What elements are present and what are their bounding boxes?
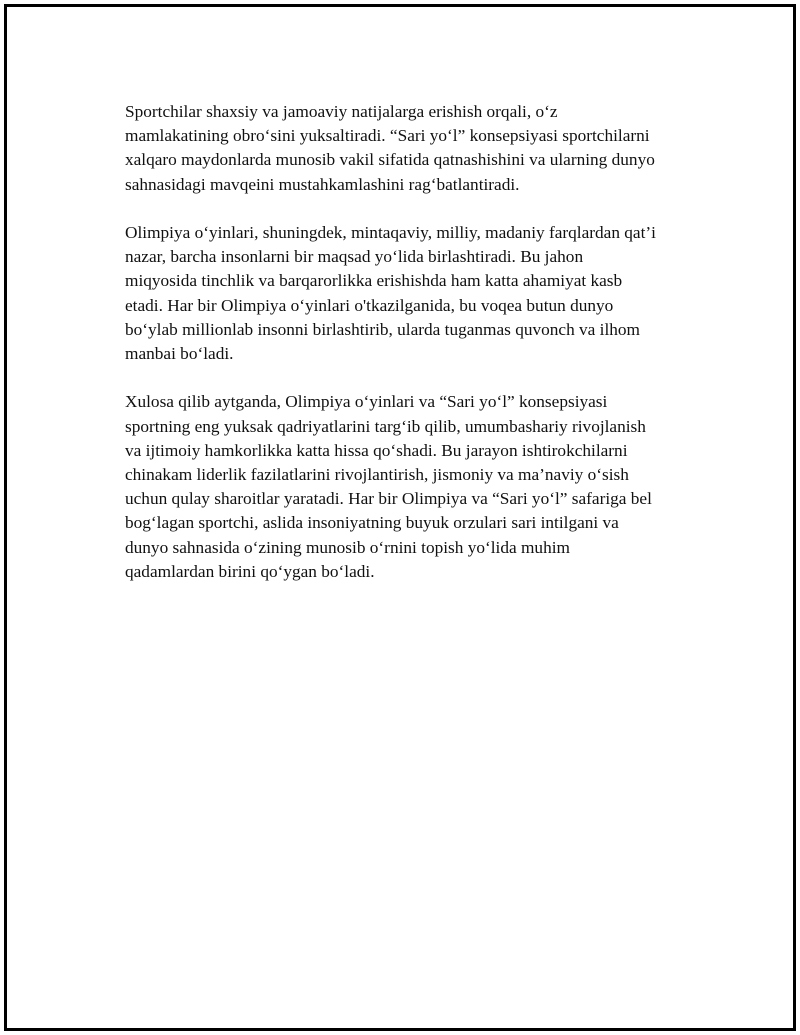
text-line: sportning eng yuksak qadriyatlarini targ‘ib qilib, umumbashariy rivojlanish [125,416,646,436]
text-line: dunyo sahnasida o‘zining munosib o‘rnini topish yo‘lida muhim [125,537,570,557]
text-line: manbai bo‘ladi. [125,344,234,364]
text-line: va ijtimoiy hamkorlikka katta hissa qo‘shadi. Bu jarayon ishtirokchilarni [125,440,628,460]
page-frame [4,4,796,1031]
document-body [125,100,705,608]
text-line: bog‘lagan sportchi, aslida insoniyatning buyuk orzulari sari intilgani va [125,513,619,533]
paragraph-2 [125,221,705,366]
text-line: Sportchilar shaxsiy va jamoaviy natijalarga erishish orqali, o‘z [125,102,558,121]
text-line: chinakam liderlik fazilatlarini rivojlantirish, jismoniy va ma’naviy o‘sish [125,465,629,485]
text-line: sahnasidagi mavqeini mustahkamlashini rag‘batlantiradi. [125,174,520,194]
paragraph-1 [125,100,705,197]
text-line: Olimpiya o‘yinlari, shuningdek, mintaqaviy, milliy, madaniy farqlardan qat’i [125,223,656,242]
text-line: mamlakatining obro‘sini yuksaltiradi. “Sari yo‘l” konsepsiyasi sportchilarni [125,126,650,146]
text-line: miqyosida tinchlik va barqarorlikka erishishda ham katta ahamiyat kasb [125,271,623,291]
text-line: nazar, barcha insonlarni bir maqsad yo‘lida birlashtiradi. Bu jahon [125,247,584,267]
paragraph-3 [125,390,705,584]
text-line: Xulosa qilib aytganda, Olimpiya o‘yinlari va “Sari yo‘l” konsepsiyasi [125,392,608,412]
text-line: bo‘ylab millionlab insonni birlashtirib, ularda tuganmas quvonch va ilhom [125,319,640,339]
text-line: etadi. Har bir Olimpiya o‘yinlari o'tkazilganida, bu voqea butun dunyo [125,295,614,315]
text-line: uchun qulay sharoitlar yaratadi. Har bir Olimpiya va “Sari yo‘l” safariga bel [125,489,652,509]
text-line: qadamlardan birini qo‘ygan bo‘ladi. [125,561,375,581]
text-line: xalqaro maydonlarda munosib vakil sifatida qatnashishini va ularning dunyo [125,150,655,170]
